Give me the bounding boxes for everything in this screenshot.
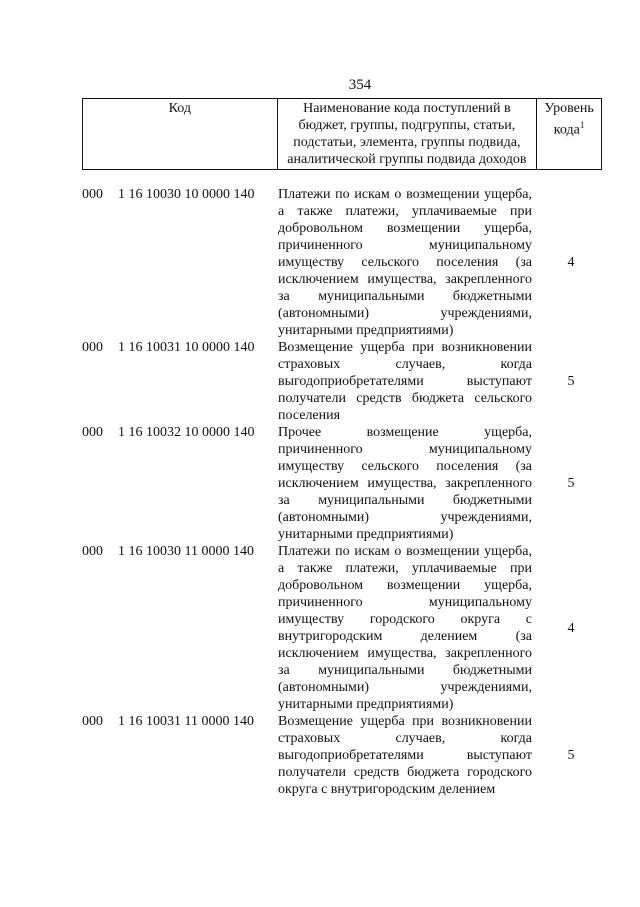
row-prefix: 000 bbox=[82, 340, 103, 355]
row-code: 1 16 10030 11 0000 140 bbox=[118, 544, 254, 559]
row-level: 5 bbox=[567, 476, 575, 491]
table-header bbox=[82, 98, 602, 170]
row-code: 1 16 10031 11 0000 140 bbox=[118, 714, 254, 729]
row-name: Прочее возмещение ущерба, причиненного муниципальному имуществу сельского поселения (за исключением имущества, закрепленного за муниципальными бюджетными (автономными) учреждениями, унитарными предприятиями) bbox=[278, 425, 532, 542]
revenue-code-list bbox=[82, 186, 602, 798]
table-row bbox=[82, 186, 602, 339]
header-level-footnote: 1 bbox=[579, 120, 585, 130]
row-prefix: 000 bbox=[82, 714, 103, 729]
row-name: Возмещение ущерба при возникновении страховых случаев, когда выгодоприобретателями выступают получатели средств бюджета сельского поселения bbox=[278, 340, 532, 423]
table-row bbox=[82, 713, 602, 798]
row-name: Платежи по искам о возмещении ущерба, а также платежи, уплачиваемые при добровольном возмещении ущерба, причиненного муниципальному имуществу сельского поселения (за исключением имущества, закрепленного за муниципальными бюджетными (автономными) учреждениями, унитарными предприятиями) bbox=[278, 187, 532, 338]
row-level: 4 bbox=[567, 255, 575, 270]
row-level: 5 bbox=[567, 374, 575, 389]
header-level-label: Уровень кода bbox=[544, 101, 594, 138]
page-number: 354 bbox=[348, 77, 372, 93]
table-row bbox=[82, 543, 602, 713]
row-code: 1 16 10032 10 0000 140 bbox=[118, 425, 255, 440]
row-level: 4 bbox=[567, 620, 575, 636]
row-prefix: 000 bbox=[82, 425, 103, 440]
header-level bbox=[537, 99, 602, 170]
row-prefix: 000 bbox=[82, 544, 103, 559]
header-code: Код bbox=[83, 99, 278, 170]
row-prefix: 000 bbox=[82, 187, 103, 202]
row-code: 1 16 10030 10 0000 140 bbox=[118, 187, 255, 202]
row-name: Возмещение ущерба при возникновении страховых случаев, когда выгодоприобретателями выступают получатели средств бюджета городского округа с внутригородским делением bbox=[278, 714, 532, 797]
header-name: Наименование кода поступлений в бюджет, группы, подгруппы, статьи, подстатьи, элемента, группы подвида, аналитической группы подвида доходов bbox=[277, 99, 537, 170]
row-level: 5 bbox=[567, 748, 575, 763]
table-row bbox=[82, 424, 602, 543]
row-name: Платежи по искам о возмещении ущерба, а также платежи, уплачиваемые при добровольном возмещении ущерба, причиненного муниципальному имуществу городского округа с внутригородским делением (за исключением имущества, закрепленного за муниципальными бюджетными (автономными) учреждениями, унитарными предприятиями) bbox=[278, 544, 532, 712]
table-row bbox=[82, 339, 602, 424]
row-code: 1 16 10031 10 0000 140 bbox=[118, 340, 255, 355]
